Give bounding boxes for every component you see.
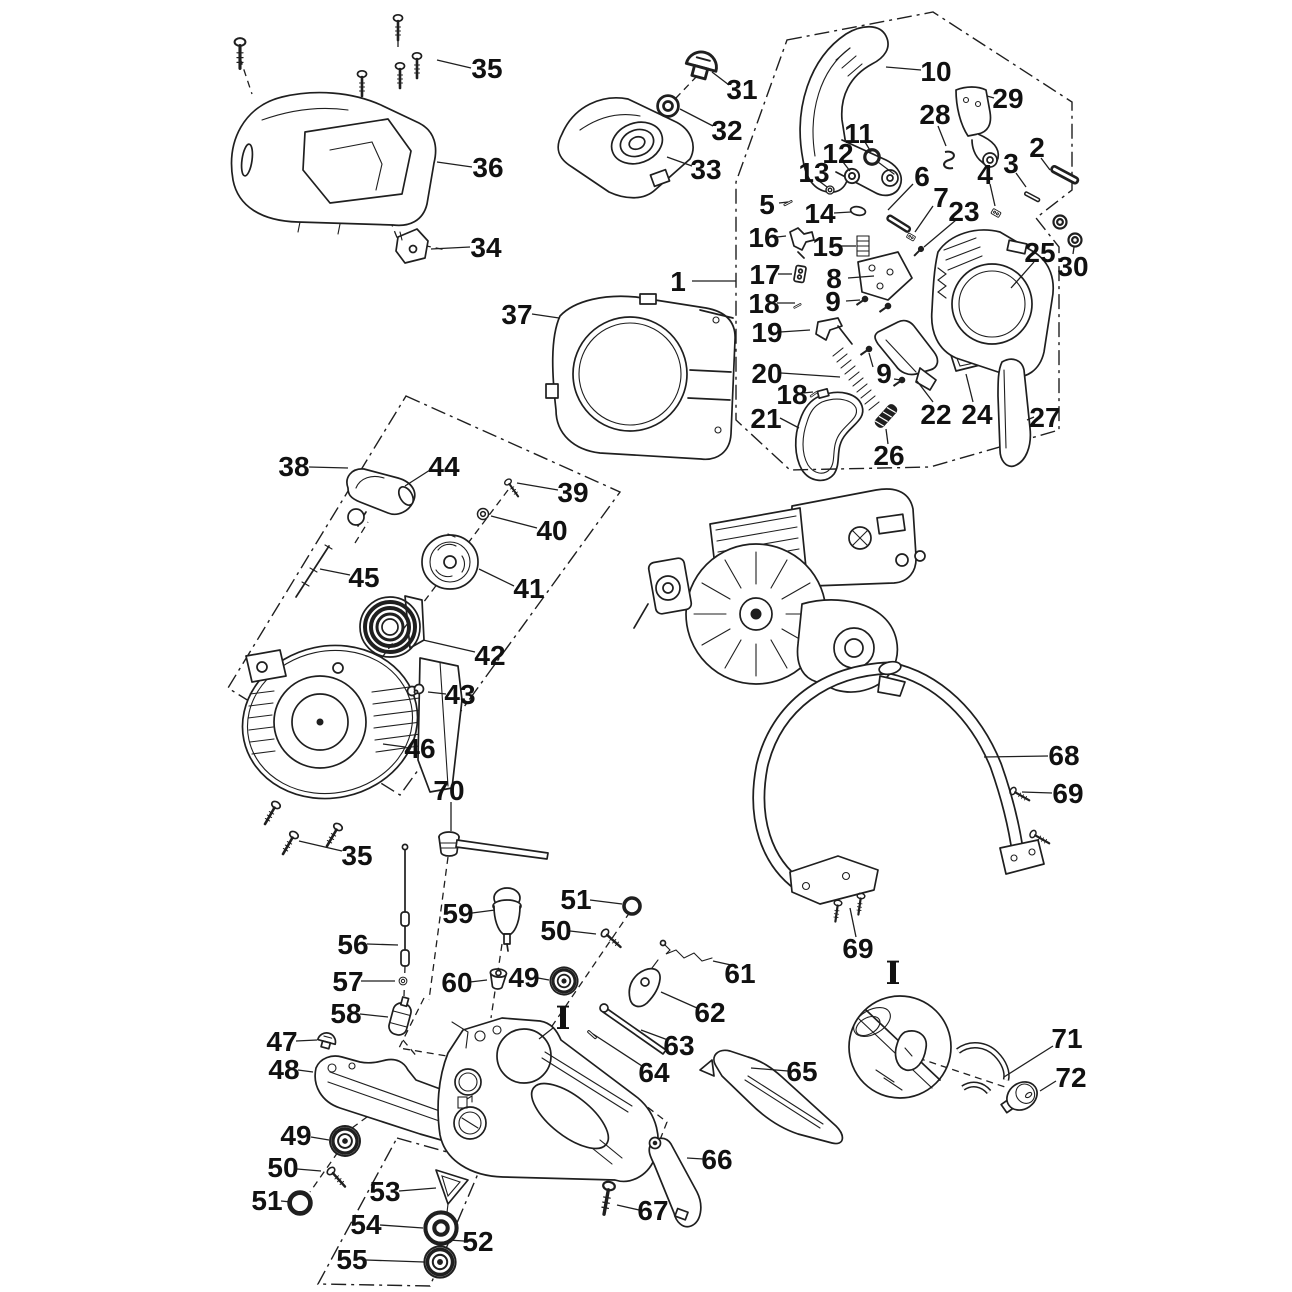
part-number-text: 68 (1048, 740, 1080, 772)
part-number-text: 51 (560, 884, 592, 916)
part-label-35 (437, 53, 503, 84)
part-number-text: 54 (350, 1209, 382, 1241)
leader-line (1040, 1081, 1056, 1091)
screw-glyph (396, 63, 405, 88)
part-label-50 (540, 915, 596, 946)
screw-glyph (326, 1166, 348, 1190)
part-label-44 (405, 451, 460, 486)
part-number-text: 15 (812, 231, 844, 263)
part-number-text: 30 (1057, 251, 1089, 283)
part-number-text: 2 (1029, 132, 1045, 164)
part-label-40 (491, 515, 568, 546)
leader-line (780, 418, 799, 428)
part-number-text: 3 (1003, 148, 1019, 180)
part-label-51 (251, 1185, 291, 1216)
part-number-text: 23 (948, 196, 980, 228)
washer-glyph (658, 96, 679, 117)
part-number-text: 63 (663, 1030, 695, 1062)
part-number-text: 9 (825, 286, 841, 318)
part-number-text: 52 (462, 1226, 494, 1258)
leader-line (299, 841, 342, 851)
part-number-text: 64 (638, 1057, 670, 1089)
part-number-text: 39 (557, 477, 589, 509)
part-number-text: 50 (540, 915, 572, 947)
part-label-49 (508, 962, 549, 993)
part-number-text: 53 (369, 1176, 401, 1208)
part-number-text: 14 (804, 198, 836, 230)
leader-line (479, 569, 514, 586)
part-label-58 (330, 998, 388, 1029)
nut-glyph (1069, 234, 1082, 247)
part-number-text: 61 (724, 958, 756, 990)
screwD-glyph (878, 302, 892, 314)
screw-glyph (504, 478, 521, 499)
leader-line (423, 640, 475, 652)
part-63-throttle-rod (600, 1004, 666, 1054)
part-label-67 (617, 1195, 669, 1226)
clip-glyph (944, 152, 954, 169)
leader-line (834, 212, 851, 213)
screwD-glyph (855, 295, 869, 307)
leader-line (915, 206, 933, 232)
part-label-27 (1027, 402, 1061, 433)
oval-glyph (850, 206, 866, 217)
part-label-37 (501, 299, 559, 330)
leader-line (380, 1225, 423, 1228)
part-label-22 (917, 381, 952, 430)
part-72-fuel-pickup (997, 1076, 1043, 1119)
leader-line (617, 1205, 639, 1210)
part-label-48 (268, 1054, 313, 1085)
part-number-text: 4 (977, 159, 993, 191)
part-62-throttle-trigger (629, 960, 660, 1006)
part-label-2 (1029, 132, 1050, 170)
part-number-text: 55 (336, 1244, 368, 1276)
part-number-text: 21 (750, 403, 782, 435)
part-number-text: 48 (268, 1054, 300, 1086)
part-label-9 (825, 286, 860, 317)
leader-line (491, 516, 537, 528)
part-41-starter-pulley (422, 534, 478, 589)
part-label-59 (442, 898, 495, 929)
leader-line (966, 374, 973, 402)
part-label-10 (886, 56, 952, 87)
leader-line (593, 1034, 642, 1066)
part-label-3 (1003, 148, 1026, 187)
screwD-glyph (892, 376, 906, 388)
washer-glyph (425, 1212, 456, 1243)
part-number-text: 71 (1051, 1023, 1083, 1055)
cap-glyph (326, 1122, 364, 1160)
leader-line (570, 931, 596, 934)
part-number-text: 72 (1055, 1062, 1087, 1094)
leader-line (405, 470, 430, 486)
part-number-text: 28 (919, 99, 951, 131)
part-number-text: 5 (759, 189, 775, 221)
block-glyph (991, 208, 1001, 217)
part-number-text: 50 (267, 1152, 299, 1184)
leader-line (590, 900, 622, 904)
part-number-text: 49 (508, 962, 540, 994)
leader-line (367, 944, 398, 945)
part-number-text: 12 (822, 138, 854, 170)
part-number-text: 67 (637, 1195, 669, 1227)
part-number-text: 8 (826, 263, 842, 295)
part-56-oil-line (401, 844, 409, 966)
screw-glyph (413, 53, 422, 78)
part-label-50 (267, 1152, 321, 1183)
cap-glyph (547, 964, 582, 999)
part-46-starter-cover (228, 629, 465, 814)
part-number-text: 31 (726, 74, 758, 106)
part-number-text: 47 (266, 1026, 298, 1058)
leader-line (437, 162, 472, 167)
part-number-text: 43 (444, 679, 476, 711)
knob-glyph (316, 1031, 337, 1050)
leader-line (437, 60, 471, 68)
part-number-text: 56 (337, 929, 369, 961)
part-number-text: 27 (1029, 402, 1061, 434)
part-number-text: 49 (280, 1120, 312, 1152)
part-20-brake-spring (833, 348, 879, 410)
leader-line (298, 1070, 313, 1072)
part-number-text: 70 (433, 775, 465, 807)
part-number-text: 25 (1024, 237, 1056, 269)
screw-glyph (598, 1181, 615, 1215)
washer-glyph (399, 977, 407, 985)
part-label-28 (919, 99, 950, 146)
part-label-36 (437, 152, 504, 183)
part-label-26 (873, 429, 904, 471)
part-number-text: 17 (749, 259, 781, 291)
pin-glyph (1024, 192, 1040, 202)
part-number-text: 44 (428, 451, 460, 483)
part-number-text: 57 (332, 966, 364, 998)
leader-line (320, 569, 350, 575)
part-number-text: I (885, 954, 901, 993)
part-19-lever (816, 318, 852, 344)
part-number-text: 69 (842, 933, 874, 965)
part-label-18 (748, 288, 795, 319)
leader-line (297, 1169, 321, 1171)
leader-line (780, 330, 810, 332)
leader-line (846, 300, 860, 301)
part-number-text: 38 (278, 451, 310, 483)
part-label-I (886, 954, 901, 992)
ringD-glyph (290, 1193, 311, 1214)
leader-line (311, 1137, 329, 1140)
part-label-39 (517, 477, 589, 508)
leader-line (472, 910, 495, 913)
springV-glyph (857, 236, 869, 256)
part-number-text: 19 (751, 317, 783, 349)
part-number-text: 16 (748, 222, 780, 254)
cap-glyph (424, 1246, 455, 1277)
part-label-69 (1022, 778, 1084, 809)
screw-glyph (600, 928, 624, 950)
part-label-4 (977, 159, 995, 206)
part-number-text: 45 (348, 562, 380, 594)
part-36-top-cover (232, 93, 436, 234)
part-61-throttle-wire (661, 941, 713, 962)
part-label-69 (842, 908, 873, 964)
springD-glyph (874, 403, 899, 429)
part-number-text: 22 (920, 399, 952, 431)
leader-line (869, 353, 873, 367)
leader-line (538, 978, 549, 980)
part-37-fan-housing (546, 294, 735, 459)
part-number-text: 6 (914, 161, 930, 193)
part-label-47 (266, 1026, 317, 1057)
part-label-61 (713, 958, 756, 989)
part-number-text: 33 (690, 154, 722, 186)
part-59-primer-bulb (493, 888, 521, 951)
part-number-text: 69 (1052, 778, 1084, 810)
part-label-35 (299, 840, 373, 871)
part-number-text: 9 (876, 358, 892, 390)
part-label-72 (1040, 1062, 1087, 1093)
leader-line (1004, 1046, 1053, 1077)
part-number-text: 66 (701, 1144, 733, 1176)
leader-line (661, 992, 697, 1008)
screw-glyph (235, 38, 246, 68)
part-45-starter-rod (296, 545, 332, 597)
part-number-text: 35 (471, 53, 503, 85)
screw-glyph (832, 900, 843, 922)
part-number-text: 51 (251, 1185, 283, 1217)
part-58-fuel-filter (387, 995, 414, 1036)
part-70-wrench (439, 832, 548, 859)
part-number-text: 1 (670, 266, 686, 298)
part-number-text: 65 (786, 1056, 818, 1088)
part-number-text: 36 (472, 152, 504, 184)
leader-line (886, 67, 921, 70)
pin-glyph (784, 200, 793, 206)
part-label-57 (332, 966, 395, 997)
screwD-glyph (859, 345, 873, 357)
part-label-16 (748, 222, 786, 253)
part-number-text: 13 (798, 157, 830, 189)
part-number-text: I (555, 999, 571, 1038)
part-number-text: 62 (694, 997, 726, 1029)
part-label-56 (337, 929, 398, 960)
part-label-31 (712, 72, 758, 105)
part-label-1 (670, 266, 736, 297)
part-number-text: 42 (474, 640, 506, 672)
part-number-text: 18 (776, 379, 808, 411)
part-label-41 (479, 569, 545, 604)
leader-line (1022, 792, 1052, 793)
part-16-lever (790, 228, 814, 258)
part-number-text: 58 (330, 998, 362, 1030)
screw-glyph (261, 800, 281, 826)
nut-glyph (1054, 216, 1067, 229)
part-number-text: 11 (844, 118, 874, 150)
part-label-54 (350, 1209, 423, 1240)
part-label-17 (749, 259, 792, 290)
part-34-bracket (396, 229, 428, 263)
part-label-30 (1057, 247, 1088, 282)
part-label-19 (751, 317, 810, 348)
part-44-starter-handle (347, 469, 416, 526)
leader-line (399, 1188, 436, 1191)
pin-glyph (887, 215, 911, 233)
screw-glyph (855, 893, 866, 915)
part-label-29 (987, 83, 1024, 114)
leader-line (309, 467, 348, 468)
part-number-text: 37 (501, 299, 533, 331)
part-number-text: 40 (536, 515, 568, 547)
grommet-glyph (489, 968, 507, 989)
leader-line (680, 109, 713, 126)
part-label-34 (431, 232, 502, 263)
part-label-14 (804, 198, 851, 229)
part-number-text: 20 (751, 358, 783, 390)
knob-glyph (684, 49, 720, 82)
block-glyph (906, 233, 915, 241)
part-number-text: 7 (933, 182, 949, 214)
part-number-text: 32 (711, 115, 743, 147)
part-label-15 (812, 231, 856, 262)
part-number-text: 35 (341, 840, 373, 872)
pin-glyph (587, 1030, 596, 1039)
detail-circle-I (849, 996, 951, 1098)
part-label-62 (661, 992, 726, 1028)
part-number-text: 41 (513, 573, 545, 605)
part-number-text: 46 (404, 733, 436, 765)
part-label-51 (560, 884, 622, 915)
part-label-70 (433, 775, 464, 831)
part-number-text: 26 (873, 440, 905, 472)
part-number-text: 10 (920, 56, 952, 88)
part-65-scabbard (700, 1050, 842, 1143)
part-label-49 (280, 1120, 329, 1151)
leader-line (360, 1014, 388, 1017)
part-number-text: 59 (442, 898, 474, 930)
pin-glyph (793, 303, 801, 308)
part-number-text: 34 (470, 232, 502, 264)
part-number-text: 24 (961, 399, 993, 431)
pawl-glyph (408, 685, 424, 696)
part-label-38 (278, 451, 348, 482)
washer-glyph (477, 508, 488, 519)
screw-glyph (394, 15, 403, 40)
leader-line (366, 1260, 424, 1262)
part-label-13 (798, 157, 829, 188)
screw-glyph (358, 71, 367, 96)
block-glyph (794, 265, 807, 282)
part-label-45 (320, 562, 380, 593)
screw-glyph (279, 830, 299, 856)
leader-line (781, 373, 840, 377)
pin-glyph (1051, 165, 1079, 184)
part-label-66 (687, 1144, 733, 1175)
part-label-24 (961, 374, 993, 430)
part-number-text: 29 (992, 83, 1024, 115)
part-label-60 (441, 967, 487, 998)
part-label-55 (336, 1244, 424, 1275)
part-42-rewind-spring (360, 596, 424, 657)
ringD-glyph (624, 898, 640, 914)
screwD-glyph (912, 245, 925, 258)
part-number-text: 18 (748, 288, 780, 320)
fuel-tank-assembly (438, 1018, 658, 1181)
leader-line (296, 1040, 317, 1041)
part-number-text: 60 (441, 967, 473, 999)
part-68-handle-bar (759, 660, 1044, 904)
leader-line (517, 483, 558, 490)
leader-line (532, 314, 559, 318)
part-label-53 (369, 1176, 436, 1207)
